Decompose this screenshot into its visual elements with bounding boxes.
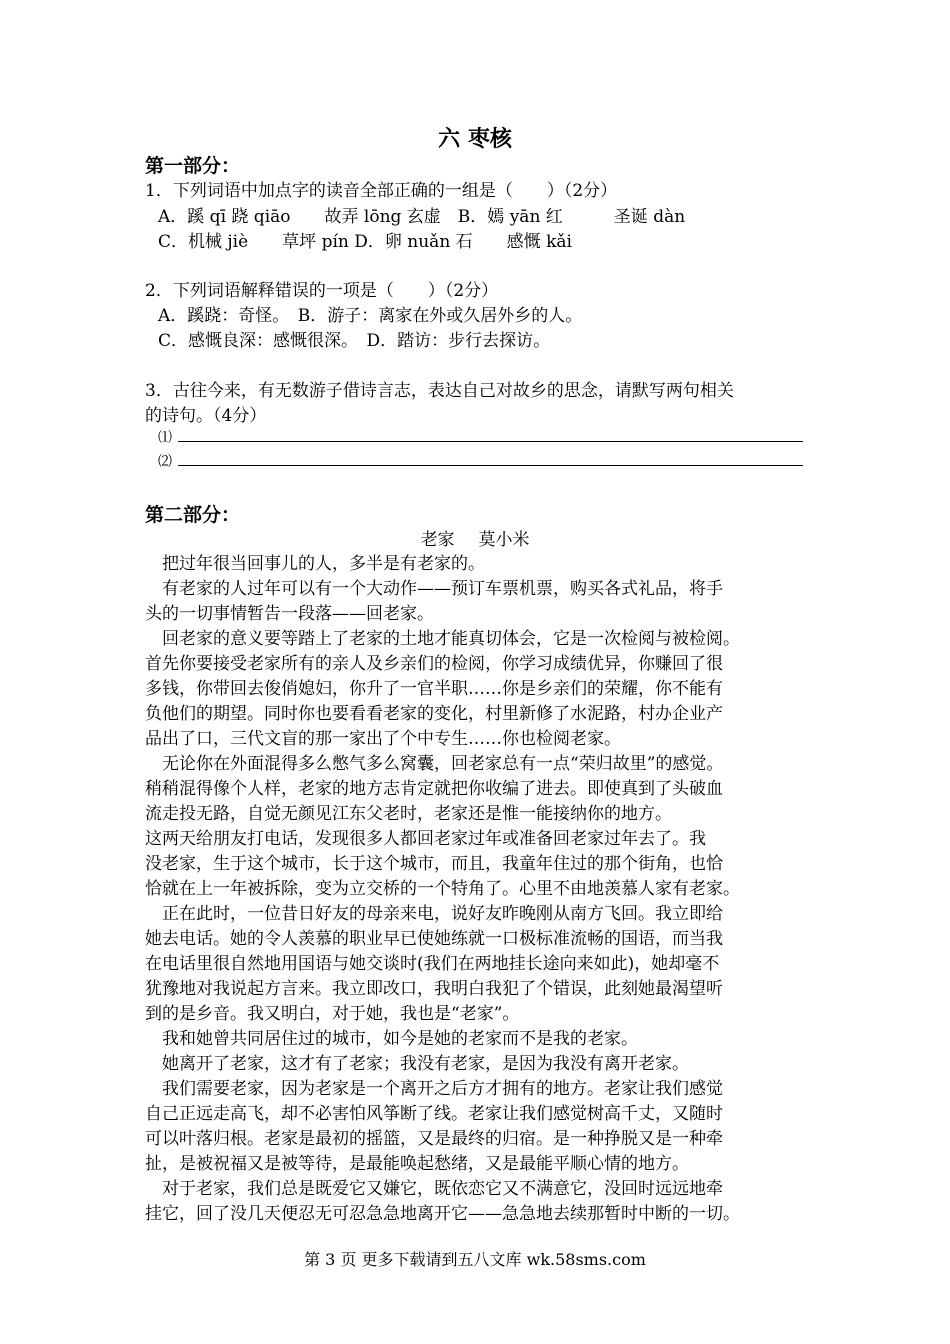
page-footer: 第 3 页 更多下载请到五八文库 wk.58sms.com	[304, 1250, 646, 1269]
blank-line-2	[178, 451, 803, 466]
article-line: 负他们的期望。同时你也要看看老家的变化，村里新修了水泥路，村办企业产	[145, 704, 723, 724]
article-line: 回老家的意义要等踏上了老家的土地才能真切体会，它是一次检阅与被检阅。	[145, 629, 740, 649]
article-author: 莫小米	[478, 530, 530, 550]
article-line: 首先你要接受老家所有的亲人及乡亲们的检阅，你学习成绩优异，你赚回了很	[145, 654, 723, 674]
article-line: 头的一切事情暂告一段落——回老家。	[145, 604, 434, 624]
article-line: 犹豫地对我说起方言来。我立即改口，我明白我犯了个错误，此刻她最渴望听	[145, 979, 723, 999]
q1-options-row1: A．蹊 qī 跷 qiāo 故弄 lōng 玄虚 B．嫣 yān 红 圣诞 dàn	[158, 207, 686, 227]
article-line: 自己正远走高飞，却不必害怕风筝断了线。老家让我们感觉树高千丈，又随时	[145, 1104, 723, 1124]
answer-blank-1[interactable]	[158, 427, 803, 447]
q1-options-row2: C．机械 jiè 草坪 pín D．卵 nuǎn 石 感慨 kǎi	[158, 232, 572, 252]
article-line: 没老家，生于这个城市，长于这个城市，而且，我童年住过的那个街角，也恰	[145, 854, 723, 874]
part1-heading: 第一部分：	[145, 155, 241, 177]
part2-heading: 第二部分：	[145, 504, 241, 526]
blank-label-1: ⑴	[158, 430, 172, 446]
q3-stem-line1: 3．古往今来，有无数游子借诗言志，表达自己对故乡的思念，请默写两句相关	[145, 381, 734, 401]
article-line: 对于老家，我们总是既爱它又嫌它，既依恋它又不满意它，没回时远远地牵	[145, 1179, 723, 1199]
article-line: 把过年很当回事儿的人，多半是有老家的。	[145, 554, 485, 574]
page-title: 六 枣核	[438, 126, 512, 152]
article-line: 我和她曾共同居住过的城市，如今是她的老家而不是我的老家。	[145, 1029, 638, 1049]
article-line: 正在此时，一位昔日好友的母亲来电，说好友昨晚刚从南方飞回。我立即给	[145, 904, 723, 924]
article-line: 流走投无路，自觉无颜见江东父老时，老家还是惟一能接纳你的地方。	[145, 804, 672, 824]
article-line: 有老家的人过年可以有一个大动作——预订车票机票，购买各式礼品，将手	[145, 579, 723, 599]
article-line: 稍稍混得像个人样，老家的地方志肯定就把你收编了进去。即使真到了头破血	[145, 779, 723, 799]
article-line: 可以叶落归根。老家是最初的摇篮，又是最终的归宿。是一种挣脱又是一种牵	[145, 1129, 723, 1149]
article-line: 她离开了老家，这才有了老家；我没有老家，是因为我没有离开老家。	[145, 1054, 689, 1074]
blank-label-2: ⑵	[158, 454, 172, 470]
article-line: 在电话里很自然地用国语与她交谈时(我们在两地挂长途向来如此)，她却毫不	[145, 954, 720, 974]
q2-options-row1: A．蹊跷：奇怪。 B．游子：离家在外或久居外乡的人。	[158, 306, 583, 326]
article-line: 我们需要老家，因为老家是一个离开之后方才拥有的地方。老家让我们感觉	[145, 1079, 723, 1099]
article-line: 多钱，你带回去俊俏媳妇，你升了一官半职……你是乡亲们的荣耀，你不能有	[145, 679, 723, 699]
answer-blank-2[interactable]	[158, 451, 803, 471]
article-line: 挂它，回了没几天便忍无可忍急急地离开它——急急地去续那暂时中断的一切。	[145, 1204, 740, 1224]
q3-stem-line2: 的诗句。（4分）	[145, 406, 267, 426]
q2-stem: 2．下列词语解释错误的一项是（ ）（2分）	[145, 281, 499, 301]
q2-options-row2: C．感慨良深：感慨很深。 D．踏访：步行去探访。	[158, 331, 551, 351]
article-byline	[0, 525, 950, 550]
article-line: 品出了口，三代文盲的那一家出了个中专生……你也检阅老家。	[145, 729, 621, 749]
q1-stem: 1．下列词语中加点字的读音全部正确的一组是（ ）（2分）	[145, 181, 618, 201]
blank-line-1	[178, 427, 803, 442]
article-line: 恰就在上一年被拆除，变为立交桥的一个特角了。心里不由地羡慕人家有老家。	[145, 879, 740, 899]
article-line: 她去电话。她的令人羡慕的职业早已使她练就一口极标准流畅的国语，而当我	[145, 929, 723, 949]
article-line: 无论你在外面混得多么憋气多么窝囊，回老家总有一点“荣归故里”的感觉。	[145, 754, 724, 774]
article-line: 到的是乡音。我又明白，对于她，我也是“老家”。	[145, 1004, 520, 1024]
article-title: 老家	[420, 530, 455, 550]
article-line: 扯，是被祝福又是被等待，是最能唤起愁绪，又是最能平顺心情的地方。	[145, 1154, 689, 1174]
article-line: 这两天给朋友打电话，发现很多人都回老家过年或准备回老家过年去了。我	[145, 829, 706, 849]
